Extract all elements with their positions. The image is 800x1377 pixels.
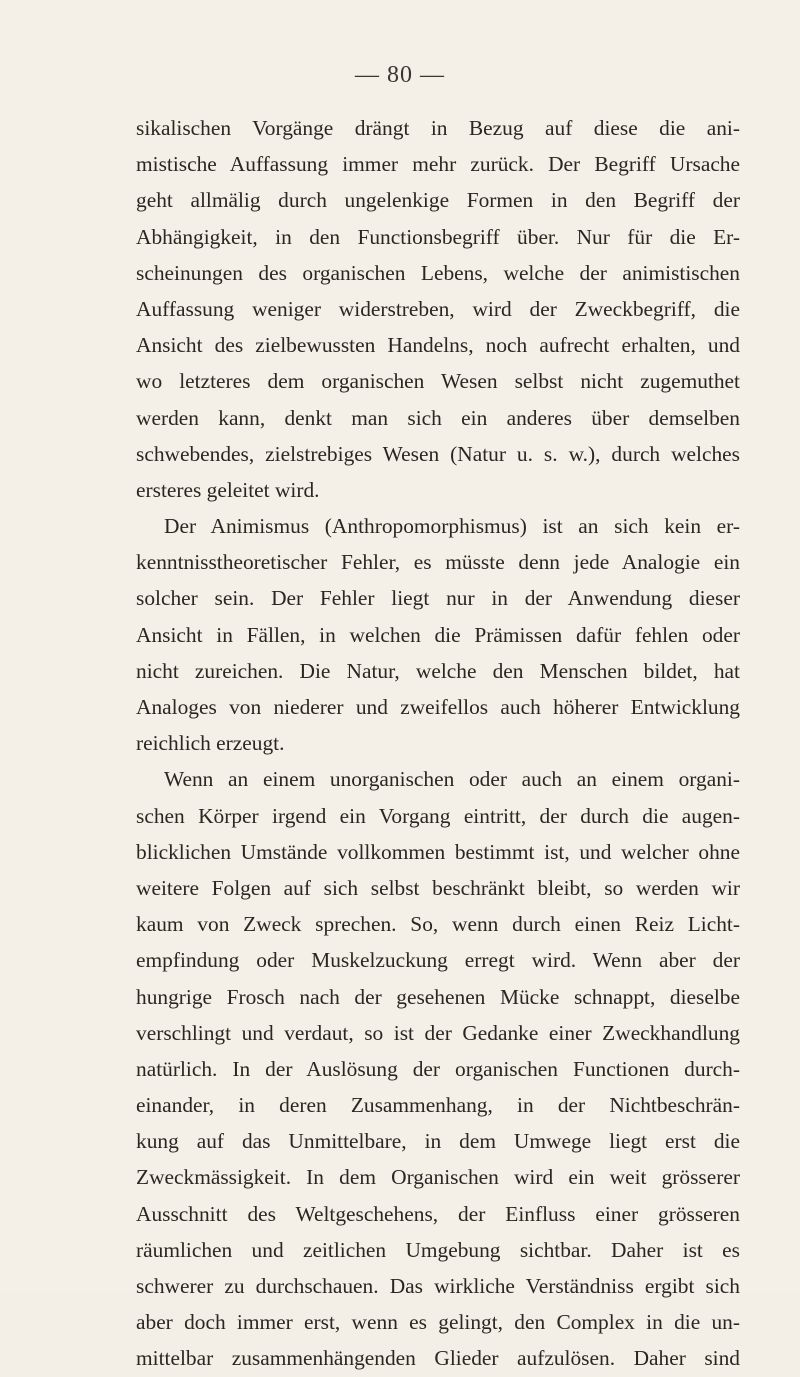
text-line: verschlingt und verdaut, so ist der Gedanke einer Zweckhandlung bbox=[136, 1020, 740, 1045]
text-line: Der Animismus (Anthropomorphismus) ist an sich kein er- bbox=[164, 514, 740, 539]
body-text bbox=[136, 110, 740, 1377]
text-line: wo letzteres dem organischen Wesen selbst nicht zugemuthet bbox=[136, 369, 740, 394]
text-line: Auffassung weniger widerstreben, wird der Zweckbegriff, die bbox=[136, 296, 740, 321]
text-line: ersteres geleitet wird. bbox=[136, 477, 320, 502]
text-line: Analoges von niederer und zweifellos auch höherer Entwicklung bbox=[136, 695, 740, 719]
text-line: sikalischen Vorgänge drängt in Bezug auf diese die ani- bbox=[136, 116, 740, 140]
text-line: blicklichen Umstände vollkommen bestimmt ist, und welcher ohne bbox=[136, 839, 740, 864]
text-line: Wenn an einem unorganischen oder auch an einem organi- bbox=[164, 767, 740, 792]
text-line: nicht zureichen. Die Natur, welche den Menschen bildet, hat bbox=[136, 658, 740, 683]
text-line: einander, in deren Zusammenhang, in der Nichtbeschrän- bbox=[136, 1093, 740, 1118]
text-line: schen Körper irgend ein Vorgang eintritt, der durch die augen- bbox=[136, 803, 740, 828]
text-line: hungrige Frosch nach der gesehenen Mücke schnappt, dieselbe bbox=[136, 984, 740, 1009]
text-line: kung auf das Unmittelbare, in dem Umwege liegt erst die bbox=[136, 1129, 740, 1154]
text-line: mittelbar zusammenhängenden Glieder aufzulösen. Daher sind bbox=[136, 1346, 740, 1371]
text-line: mistische Auffassung immer mehr zurück. Der Begriff Ursache bbox=[136, 152, 740, 177]
text-line: schwerer zu durchschauen. Das wirkliche Verständniss ergibt sich bbox=[136, 1274, 740, 1298]
text-line: scheinungen des organischen Lebens, welche der animistischen bbox=[136, 260, 740, 285]
text-line: schwebendes, zielstrebiges Wesen (Natur u. s. w.), durch welches bbox=[136, 441, 740, 466]
text-line: weitere Folgen auf sich selbst beschränkt bleibt, so werden wir bbox=[136, 875, 740, 900]
text-line: kenntnisstheoretischer Fehler, es müsste denn jede Analogie ein bbox=[136, 550, 740, 575]
text-line: Ausschnitt des Weltgeschehens, der Einfluss einer grösseren bbox=[136, 1201, 740, 1226]
text-line: Zweckmässigkeit. In dem Organischen wird ein weit grösserer bbox=[136, 1165, 740, 1190]
text-line: kaum von Zweck sprechen. So, wenn durch einen Reiz Licht- bbox=[136, 912, 740, 937]
text-line: Ansicht in Fällen, in welchen die Prämissen dafür fehlen oder bbox=[136, 622, 740, 647]
text-line: Abhängigkeit, in den Functionsbegriff über. Nur für die Er- bbox=[136, 224, 740, 249]
text-line: Ansicht des zielbewussten Handelns, noch aufrecht erhalten, und bbox=[136, 333, 740, 358]
text-line: reichlich erzeugt. bbox=[136, 731, 285, 756]
page-number: — 80 — bbox=[355, 62, 445, 88]
text-line: natürlich. In der Auslösung der organischen Functionen durch- bbox=[136, 1056, 740, 1081]
text-line: werden kann, denkt man sich ein anderes über demselben bbox=[136, 405, 740, 430]
text-line: räumlichen und zeitlichen Umgebung sichtbar. Daher ist es bbox=[136, 1237, 740, 1262]
text-line: geht allmälig durch ungelenkige Formen in den Begriff der bbox=[136, 188, 740, 213]
text-line: solcher sein. Der Fehler liegt nur in der Anwendung dieser bbox=[136, 586, 740, 611]
text-line: empfindung oder Muskelzuckung erregt wird. Wenn aber der bbox=[136, 948, 740, 973]
text-line: aber doch immer erst, wenn es gelingt, den Complex in die un- bbox=[136, 1310, 740, 1335]
